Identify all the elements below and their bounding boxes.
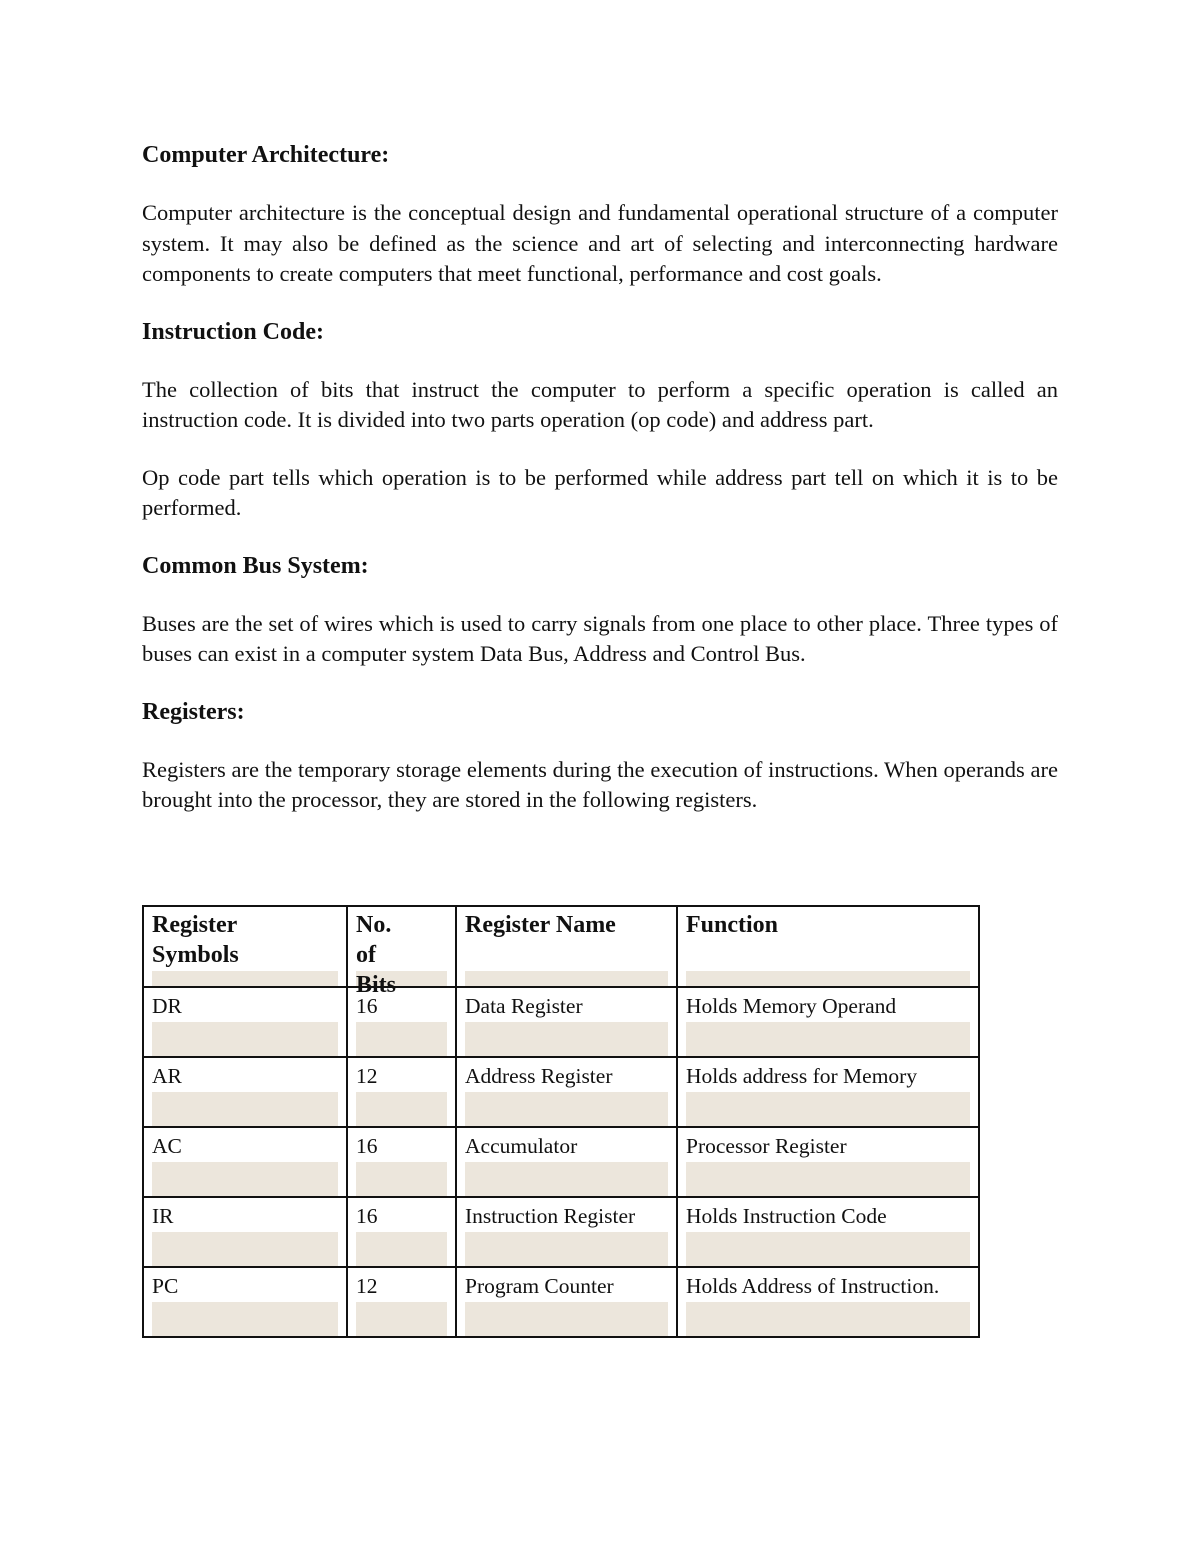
- cell-function-text: Holds address for Memory: [686, 1064, 918, 1088]
- cell-symbol: [143, 1057, 347, 1127]
- cell-name: [456, 987, 677, 1057]
- cell-bits: [347, 987, 456, 1057]
- cell-function-text: Holds Instruction Code: [686, 1204, 887, 1228]
- paragraph-registers: Registers are the temporary storage elements during the execution of instructions. When operands are brought into the processor, they are stored in the following registers.: [142, 756, 1058, 812]
- heading-common-bus-system: Common Bus System:: [142, 552, 369, 579]
- cell-name: [456, 1057, 677, 1127]
- cell-name: [456, 1197, 677, 1267]
- cell-function-text: Processor Register: [686, 1134, 847, 1158]
- cell-bits-text: 16: [356, 1134, 378, 1158]
- cell-bits: [347, 1197, 456, 1267]
- header-function-text: Function: [686, 912, 779, 938]
- registers-table: [142, 905, 980, 1338]
- paragraph-computer-architecture: Computer architecture is the conceptual design and fundamental operational structure of a computer system. It may also be defined as the science and art of selecting and interconnecting hardware components to create computers that meet functional, performance and cost goals.: [142, 200, 1058, 286]
- header-bits-word1: No.: [356, 912, 392, 938]
- cell-function: [677, 1057, 979, 1127]
- cell-symbol-text: AR: [152, 1064, 182, 1088]
- paragraph-op-code: Op code part tells which operation is to be performed while address part tell on which it is to be performed.: [142, 464, 1058, 520]
- header-function: [677, 906, 979, 987]
- header-symbols-line1: Register: [152, 912, 238, 938]
- cell-bits-text: 16: [356, 1204, 378, 1228]
- cell-bits: [347, 1127, 456, 1197]
- paragraph-instruction-code: The collection of bits that instruct the computer to perform a specific operation is called an instruction code. It is divided into two parts operation (op code) and address part.: [142, 376, 1058, 432]
- cell-symbol-text: IR: [152, 1204, 174, 1228]
- cell-symbol-text: AC: [152, 1134, 182, 1158]
- heading-computer-architecture: Computer Architecture:: [142, 142, 390, 168]
- table-row: [143, 987, 979, 1057]
- cell-name-text: Address Register: [465, 1064, 613, 1088]
- table-row: [143, 1057, 979, 1127]
- cell-bits: [347, 1057, 456, 1127]
- document-body: [142, 140, 1058, 843]
- cell-symbol-text: DR: [152, 994, 182, 1018]
- cell-bits: [347, 1267, 456, 1337]
- cell-name: [456, 1267, 677, 1337]
- table-row: [143, 1267, 979, 1337]
- cell-name: [456, 1127, 677, 1197]
- cell-symbol: [143, 1127, 347, 1197]
- cell-function-text: Holds Address of Instruction.: [686, 1274, 940, 1298]
- cell-symbol: [143, 1197, 347, 1267]
- cell-function: [677, 1127, 979, 1197]
- cell-function: [677, 1267, 979, 1337]
- header-bits-line2: Bits: [356, 972, 397, 998]
- cell-function-text: Holds Memory Operand: [686, 994, 897, 1018]
- header-register-name: [456, 906, 677, 987]
- cell-symbol-text: PC: [152, 1274, 179, 1298]
- cell-symbol: [143, 1267, 347, 1337]
- table-row: [143, 1197, 979, 1267]
- cell-name-text: Data Register: [465, 994, 583, 1018]
- cell-function: [677, 987, 979, 1057]
- header-no-of-bits: [347, 906, 456, 998]
- heading-instruction-code: Instruction Code:: [142, 318, 325, 345]
- cell-bits-text: 12: [356, 1064, 378, 1088]
- paragraph-common-bus-system: Buses are the set of wires which is used to carry signals from one place to other place. Three types of buses can exist in a computer system Data Bus, Address and Control Bus.: [142, 610, 1058, 666]
- cell-function: [677, 1197, 979, 1267]
- cell-bits-text: 12: [356, 1274, 378, 1298]
- header-register-name-text: Register Name: [465, 912, 616, 938]
- cell-name-text: Instruction Register: [465, 1204, 636, 1228]
- cell-name-text: Program Counter: [465, 1274, 614, 1298]
- header-bits-word2: of: [356, 942, 376, 968]
- cell-name-text: Accumulator: [465, 1134, 578, 1158]
- cell-symbol: [143, 987, 347, 1057]
- table-header-row: [143, 906, 979, 987]
- heading-registers: Registers:: [142, 698, 245, 725]
- cell-bits-text: 16: [356, 994, 378, 1018]
- header-symbols-line2: Symbols: [152, 942, 239, 968]
- table-row: [143, 1127, 979, 1197]
- header-register-symbols: [143, 906, 347, 987]
